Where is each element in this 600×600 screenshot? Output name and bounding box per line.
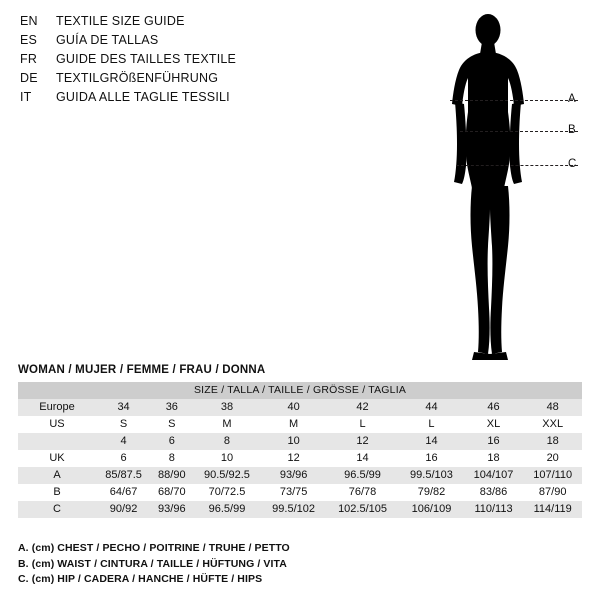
measure-label-a: A — [568, 93, 576, 105]
cell: 6 — [96, 450, 151, 467]
cell: 104/107 — [464, 467, 524, 484]
cell: 18 — [523, 433, 582, 450]
table-header-row — [18, 382, 582, 399]
measure-line-b — [460, 131, 578, 132]
measure-label-c: C — [568, 158, 577, 170]
measure-line-c — [456, 165, 578, 166]
cell: 99.5/102 — [261, 501, 325, 518]
row-label: C — [18, 501, 96, 518]
cell: 48 — [523, 399, 582, 416]
row-label: Europe — [18, 399, 96, 416]
language-row-de — [20, 71, 350, 90]
legend-chest: A. (cm) CHEST / PECHO / POITRINE / TRUHE / PETTO — [18, 542, 290, 554]
body-figure-area — [400, 8, 590, 368]
cell: 85/87.5 — [96, 467, 151, 484]
cell: 36 — [151, 399, 192, 416]
cell: 38 — [193, 399, 262, 416]
cell: 106/109 — [399, 501, 463, 518]
cell: 76/78 — [326, 484, 400, 501]
cell: 8 — [151, 450, 192, 467]
cell: M — [261, 416, 325, 433]
gender-heading: WOMAN / MUJER / FEMME / FRAU / DONNA — [18, 364, 266, 376]
row-label: UK — [18, 450, 96, 467]
language-code-en: EN — [20, 14, 38, 28]
language-row-fr — [20, 52, 350, 71]
cell: 79/82 — [399, 484, 463, 501]
cell: 10 — [261, 433, 325, 450]
cell: L — [326, 416, 400, 433]
cell: XL — [464, 416, 524, 433]
cell: 96.5/99 — [193, 501, 262, 518]
language-row-it — [20, 90, 350, 109]
size-table — [18, 382, 582, 518]
cell: 16 — [464, 433, 524, 450]
row-label: A — [18, 467, 96, 484]
cell: S — [151, 416, 192, 433]
cell: 114/119 — [523, 501, 582, 518]
size-table-wrapper — [18, 382, 582, 518]
cell: 83/86 — [464, 484, 524, 501]
cell: 99.5/103 — [399, 467, 463, 484]
cell: 44 — [399, 399, 463, 416]
row-label: US — [18, 416, 96, 433]
table-row — [18, 399, 582, 416]
cell: M — [193, 416, 262, 433]
language-title-fr: GUIDE DES TAILLES TEXTILE — [56, 52, 237, 66]
row-label — [18, 433, 96, 450]
table-row — [18, 433, 582, 450]
cell: 93/96 — [151, 501, 192, 518]
table-row — [18, 450, 582, 467]
cell: 18 — [464, 450, 524, 467]
language-row-es — [20, 33, 350, 52]
cell: 73/75 — [261, 484, 325, 501]
table-row — [18, 484, 582, 501]
table-row — [18, 501, 582, 518]
cell: 40 — [261, 399, 325, 416]
cell: 70/72.5 — [193, 484, 262, 501]
cell: 90/92 — [96, 501, 151, 518]
language-code-es: ES — [20, 33, 38, 47]
measure-line-a — [450, 100, 578, 101]
cell: 102.5/105 — [326, 501, 400, 518]
language-title-es: GUÍA DE TALLAS — [56, 33, 159, 47]
cell: 14 — [326, 450, 400, 467]
cell: 14 — [399, 433, 463, 450]
cell: 12 — [261, 450, 325, 467]
cell: 93/96 — [261, 467, 325, 484]
language-title-en: TEXTILE SIZE GUIDE — [56, 14, 185, 28]
cell: 88/90 — [151, 467, 192, 484]
cell: 64/67 — [96, 484, 151, 501]
cell: 107/110 — [523, 467, 582, 484]
measurement-legend — [18, 541, 538, 588]
language-code-fr: FR — [20, 52, 38, 66]
cell: XXL — [523, 416, 582, 433]
language-code-it: IT — [20, 90, 32, 104]
table-header-label: SIZE / TALLA / TAILLE / GRÖSSE / TAGLIA — [18, 382, 582, 399]
cell: 20 — [523, 450, 582, 467]
cell: S — [96, 416, 151, 433]
female-silhouette-icon — [400, 8, 590, 370]
cell: 12 — [326, 433, 400, 450]
language-title-de: TEXTILGRÖßENFÜHRUNG — [56, 71, 219, 85]
cell: 87/90 — [523, 484, 582, 501]
cell: 96.5/99 — [326, 467, 400, 484]
language-row-en — [20, 14, 350, 33]
language-title-block — [20, 14, 350, 109]
cell: 6 — [151, 433, 192, 450]
cell: 4 — [96, 433, 151, 450]
cell: 8 — [193, 433, 262, 450]
legend-waist: B. (cm) WAIST / CINTURA / TAILLE / HÜFTUNG / VITA — [18, 557, 287, 570]
cell: 90.5/92.5 — [193, 467, 262, 484]
cell: 110/113 — [464, 501, 524, 518]
table-row — [18, 467, 582, 484]
language-code-de: DE — [20, 71, 38, 85]
language-title-it: GUIDA ALLE TAGLIE TESSILI — [56, 90, 230, 104]
cell: L — [399, 416, 463, 433]
cell: 16 — [399, 450, 463, 467]
measure-label-b: B — [568, 124, 576, 136]
cell: 68/70 — [151, 484, 192, 501]
cell: 42 — [326, 399, 400, 416]
row-label: B — [18, 484, 96, 501]
cell: 10 — [193, 450, 262, 467]
table-row — [18, 416, 582, 433]
cell: 46 — [464, 399, 524, 416]
cell: 34 — [96, 399, 151, 416]
legend-hip: C. (cm) HIP / CADERA / HANCHE / HÜFTE / HIPS — [18, 573, 263, 585]
